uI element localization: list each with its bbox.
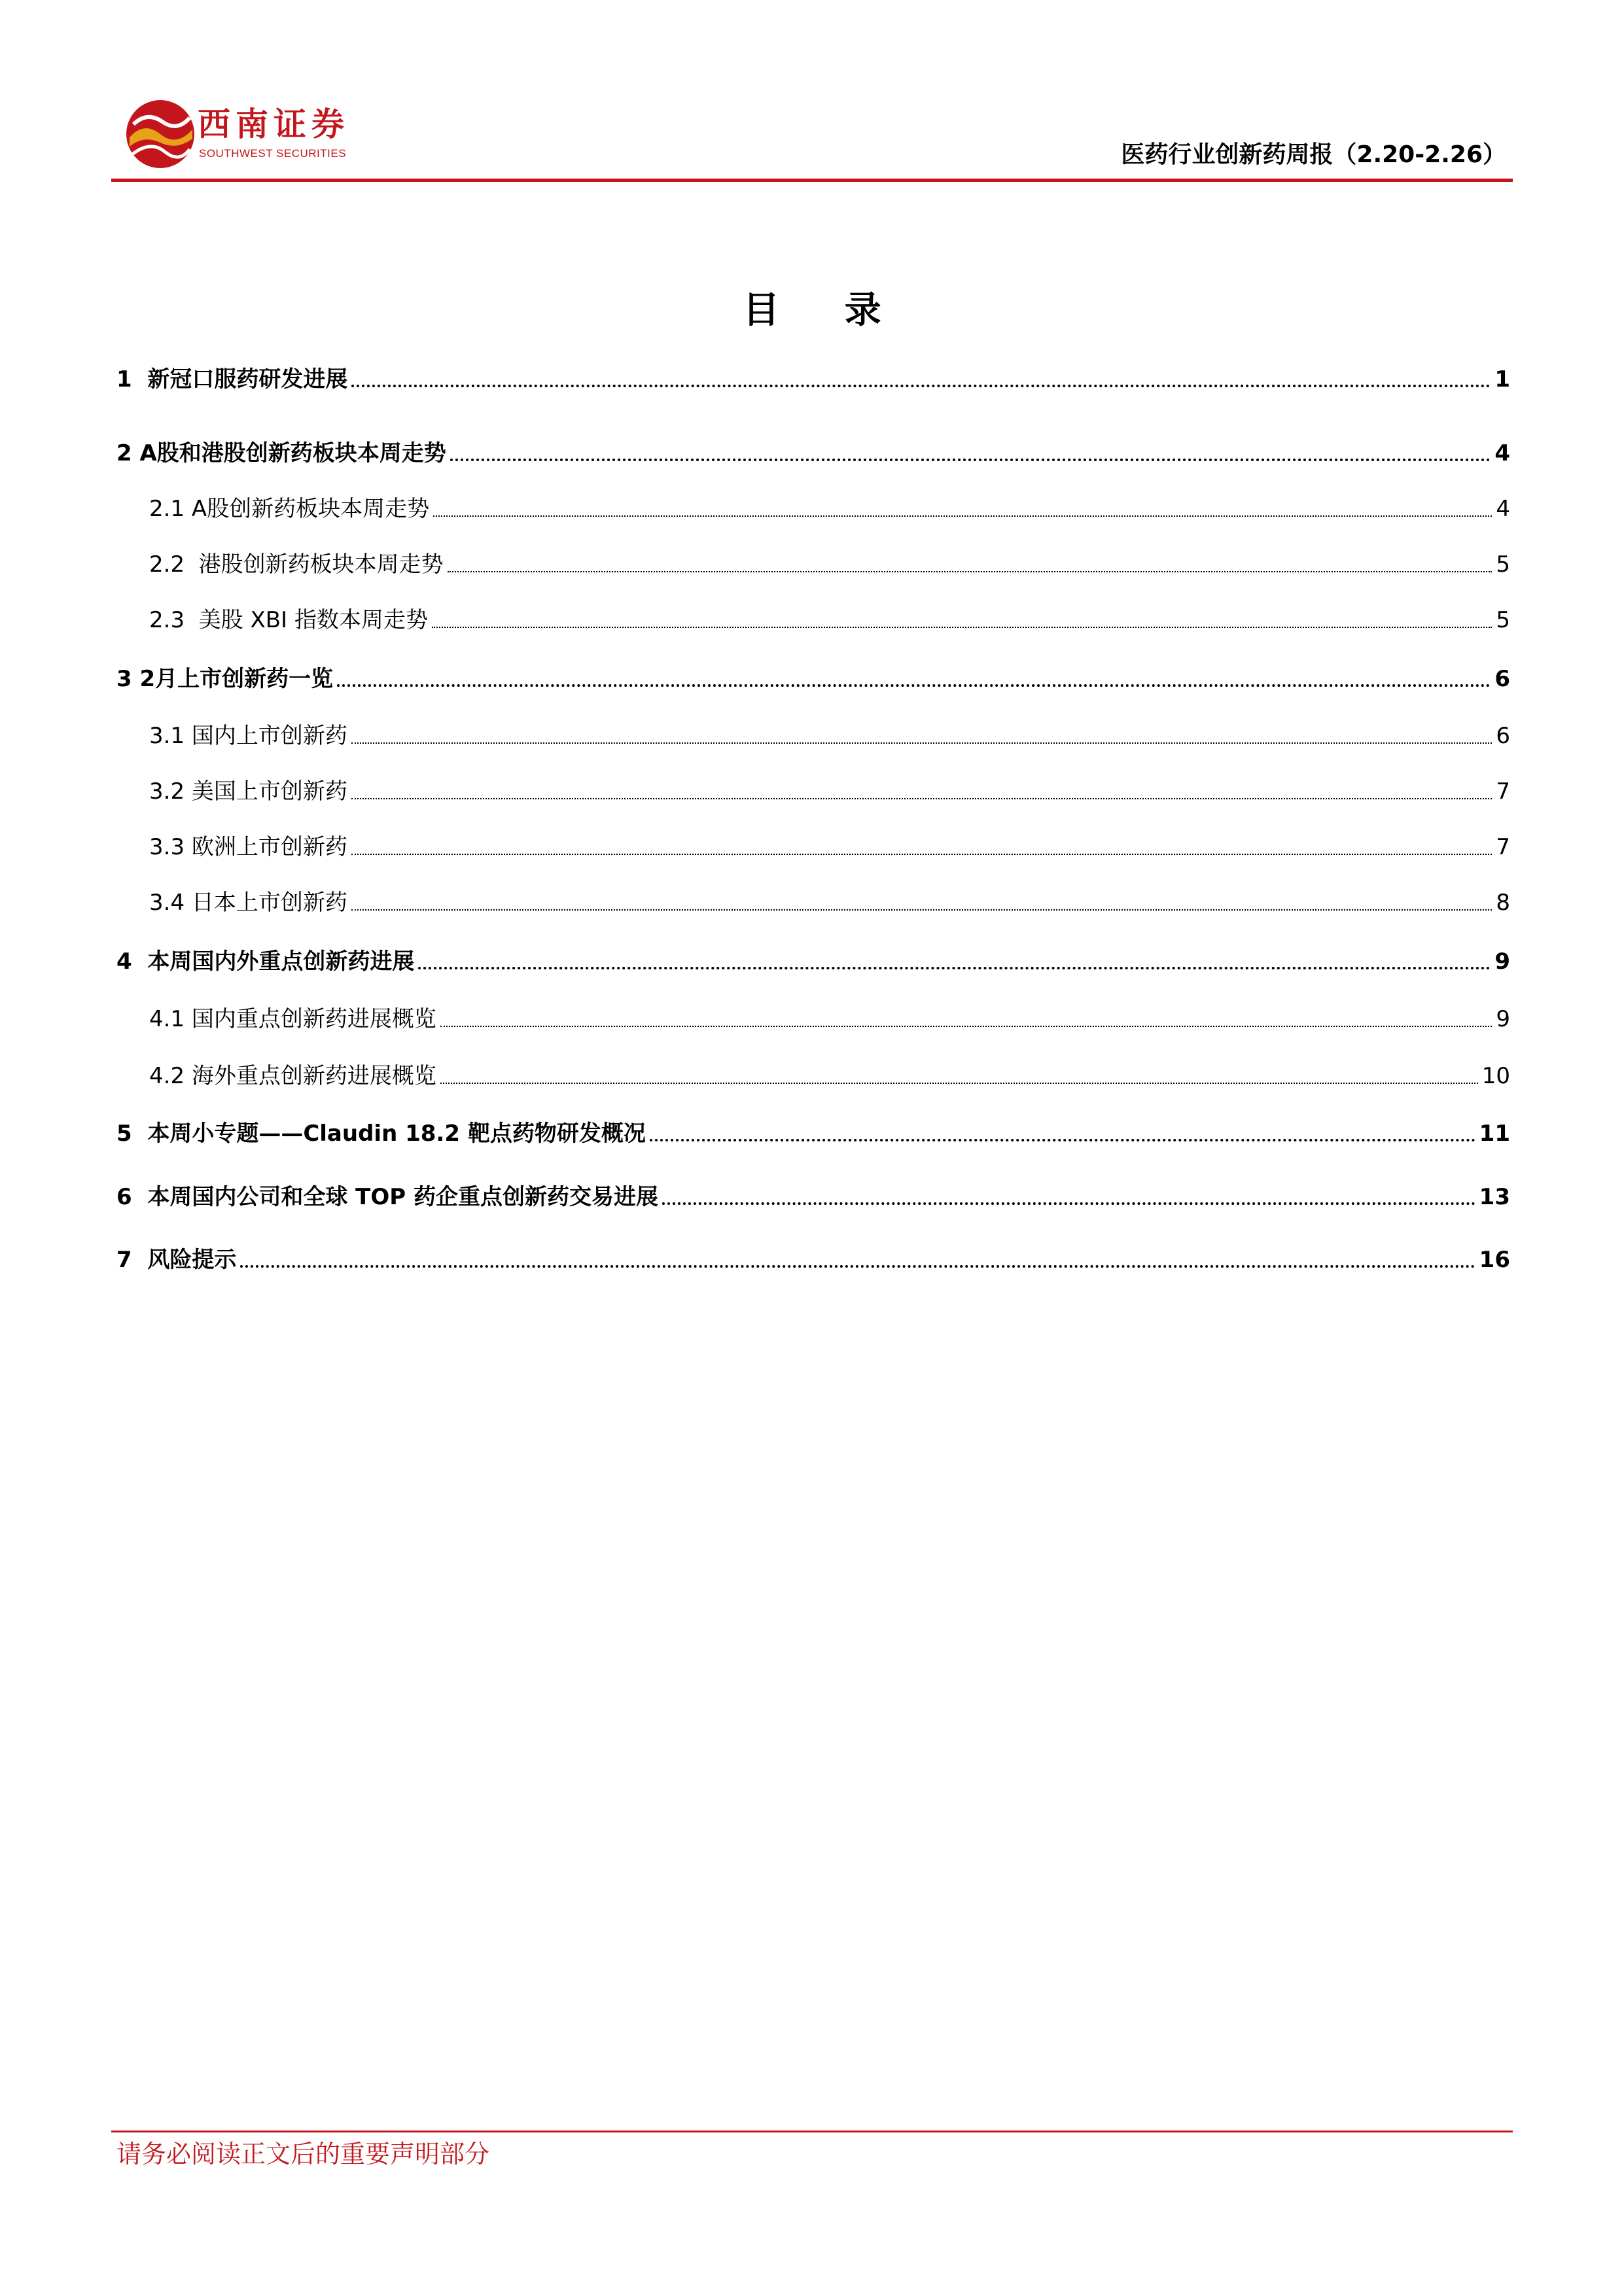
toc-dot-leader xyxy=(351,742,1492,744)
toc-entry-label: 2.1 A股创新药板块本周走势 xyxy=(149,496,430,522)
toc-dot-leader xyxy=(351,385,1491,387)
toc-entry-page: 5 xyxy=(1496,551,1510,578)
toc-dot-leader xyxy=(351,909,1492,911)
toc-entry-page: 4 xyxy=(1494,440,1510,466)
toc-entry-page: 16 xyxy=(1479,1247,1510,1273)
southwest-securities-logo-icon xyxy=(124,98,196,170)
toc-dot-leader xyxy=(418,967,1491,969)
toc-entry-page: 5 xyxy=(1496,607,1510,633)
toc-dot-leader xyxy=(440,1083,1478,1084)
toc-entry-label: 6 本周国内公司和全球 TOP 药企重点创新药交易进展 xyxy=(116,1184,659,1210)
disclaimer-note: 请务必阅读正文后的重要声明部分 xyxy=(116,2140,490,2168)
toc-entry[interactable] xyxy=(116,943,1510,976)
toc-dot-leader xyxy=(662,1202,1475,1205)
toc-entry-page: 7 xyxy=(1496,834,1510,860)
page-header xyxy=(0,0,1624,190)
toc-entry-page: 9 xyxy=(1496,1006,1510,1032)
toc-entry[interactable] xyxy=(116,829,1510,861)
toc-entry-page: 6 xyxy=(1494,666,1510,692)
toc-entry[interactable] xyxy=(116,661,1510,693)
toc-entry-page: 1 xyxy=(1494,366,1510,392)
toc-entry[interactable] xyxy=(116,1115,1510,1148)
toc-entry[interactable] xyxy=(116,773,1510,806)
toc-entry-label: 3.1 国内上市创新药 xyxy=(149,723,347,749)
toc-dot-leader xyxy=(450,459,1491,461)
toc-dot-leader xyxy=(240,1265,1475,1268)
toc-entry-label: 1 新冠口服药研发进展 xyxy=(116,366,348,392)
toc-dot-leader xyxy=(650,1139,1475,1141)
report-title: 医药行业创新药周报（2.20-2.26） xyxy=(1121,141,1506,168)
toc-dot-leader xyxy=(337,684,1491,687)
brand-name-en: SOUTHWEST SECURITIES xyxy=(199,147,347,160)
toc-entry-label: 2.3 美股 XBI 指数本周走势 xyxy=(149,607,428,633)
toc-entry[interactable] xyxy=(116,491,1510,523)
footer-divider xyxy=(111,2131,1513,2132)
brand-name-cn: 西南证券 xyxy=(198,105,349,143)
toc-entry-page: 7 xyxy=(1496,778,1510,805)
toc-entry-page: 8 xyxy=(1496,890,1510,916)
toc-entry-page: 13 xyxy=(1479,1184,1510,1210)
toc-entry-page: 11 xyxy=(1479,1121,1510,1147)
toc-entry[interactable] xyxy=(116,884,1510,917)
toc-entry-label: 3.2 美国上市创新药 xyxy=(149,778,347,805)
toc-entry[interactable] xyxy=(116,1001,1510,1034)
header-divider xyxy=(111,179,1513,182)
toc-entry-label: 4.2 海外重点创新药进展概览 xyxy=(149,1063,436,1089)
toc-dot-leader xyxy=(432,627,1492,628)
toc-entry-label: 2 A股和港股创新药板块本周走势 xyxy=(116,440,446,466)
toc-entry-label: 2.2 港股创新药板块本周走势 xyxy=(149,551,444,578)
toc-entry-label: 3 2月上市创新药一览 xyxy=(116,666,334,692)
toc-entry-label: 3.3 欧洲上市创新药 xyxy=(149,834,347,860)
toc-dot-leader xyxy=(448,571,1492,572)
toc-entry[interactable] xyxy=(116,361,1510,394)
toc-entry[interactable] xyxy=(116,546,1510,579)
toc-entry[interactable] xyxy=(116,435,1510,468)
toc-heading: 目 录 xyxy=(743,289,908,332)
toc-entry[interactable] xyxy=(116,1058,1510,1090)
toc-dot-leader xyxy=(351,798,1492,799)
toc-dot-leader xyxy=(351,854,1492,855)
toc-entry-page: 6 xyxy=(1496,723,1510,749)
toc-entry-label: 4.1 国内重点创新药进展概览 xyxy=(149,1006,436,1032)
toc-entry[interactable] xyxy=(116,718,1510,750)
toc-entry[interactable] xyxy=(116,1179,1510,1211)
toc-entry-label: 7 风险提示 xyxy=(116,1247,237,1273)
toc-dot-leader xyxy=(440,1026,1492,1027)
toc-entry-label: 4 本周国内外重点创新药进展 xyxy=(116,948,415,975)
toc-entry[interactable] xyxy=(116,602,1510,635)
toc-dot-leader xyxy=(433,515,1492,517)
toc-entry[interactable] xyxy=(116,1242,1510,1274)
toc-entry-page: 9 xyxy=(1494,948,1510,975)
toc-entry-page: 4 xyxy=(1496,496,1510,522)
toc-entry-label: 3.4 日本上市创新药 xyxy=(149,890,347,916)
toc-entry-page: 10 xyxy=(1481,1063,1510,1089)
toc-entry-label: 5 本周小专题——Claudin 18.2 靶点药物研发概况 xyxy=(116,1121,646,1147)
